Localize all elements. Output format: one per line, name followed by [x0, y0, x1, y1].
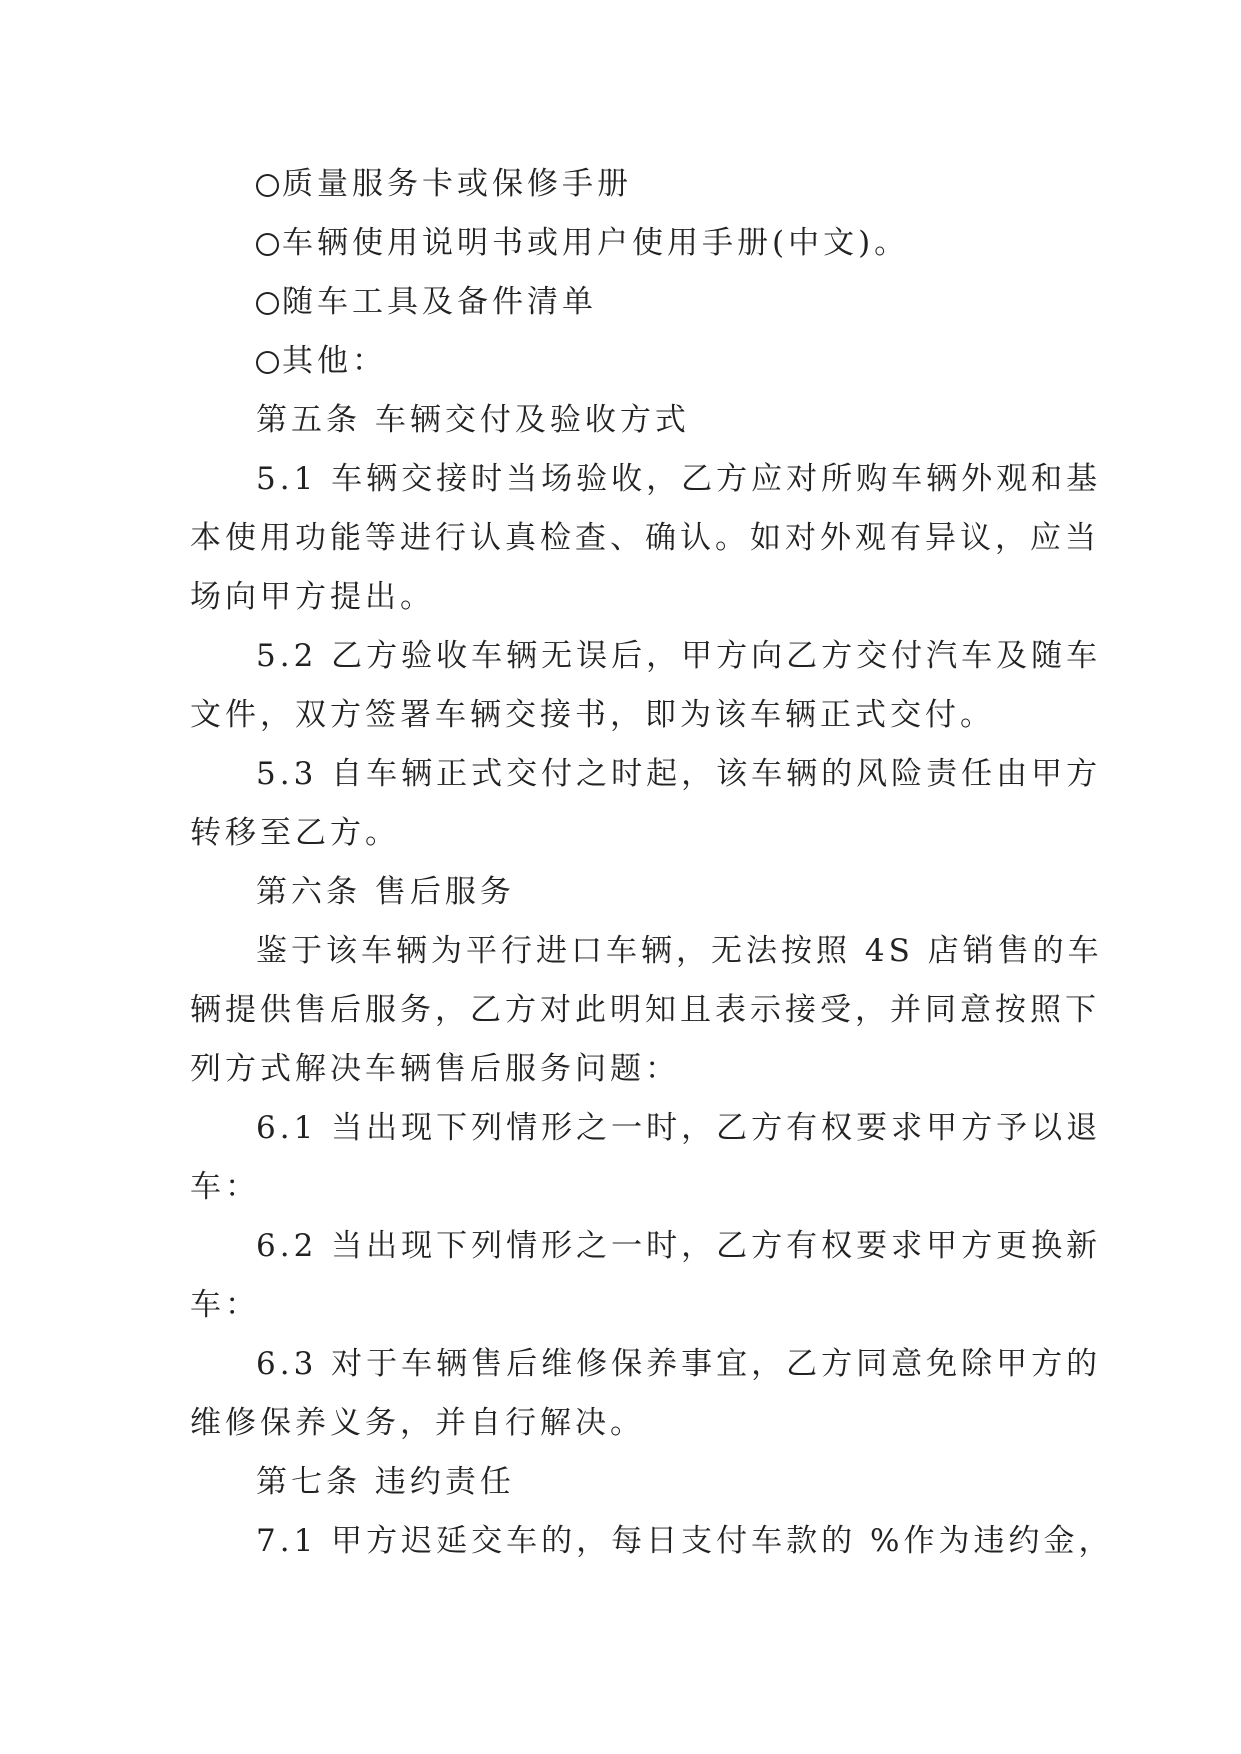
- paragraph-line: 5.2 乙方验收车辆无误后，甲方向乙方交付汽车及随车: [256, 638, 1102, 674]
- paragraph-line: 鉴于该车辆为平行进口车辆，无法按照 4S 店销售的车: [256, 933, 1103, 969]
- paragraph-line: 转移至乙方。: [190, 815, 400, 851]
- paragraph-line: 6.2 当出现下列情形之一时，乙方有权要求甲方更换新: [256, 1228, 1102, 1264]
- paragraph-line: 5.3 自车辆正式交付之时起，该车辆的风险责任由甲方: [256, 756, 1102, 792]
- article-heading: 第七条 违约责任: [256, 1464, 515, 1500]
- checklist-item: [190, 332, 1060, 391]
- checklist-item-label: 质量服务卡或保修手册: [282, 166, 632, 202]
- paragraph-line: 本使用功能等进行认真检查、确认。如对外观有异议，应当: [190, 520, 1100, 556]
- checklist-item-label: 随车工具及备件清单: [282, 284, 597, 320]
- paragraph-line: 列方式解决车辆售后服务问题：: [190, 1051, 680, 1087]
- paragraph-line: 文件，双方签署车辆交接书，即为该车辆正式交付。: [190, 697, 995, 733]
- document-body: [190, 155, 1114, 1571]
- paragraph-line: 车：: [190, 1169, 260, 1205]
- article-heading: 第五条 车辆交付及验收方式: [256, 402, 690, 438]
- paragraph-line: 7.1 甲方迟延交车的，每日支付车款的 %作为违约金，: [256, 1523, 1114, 1559]
- paragraph-line: 车：: [190, 1287, 260, 1323]
- checkbox-circle-icon[interactable]: [256, 351, 279, 374]
- paragraph-line: 维修保养义务，并自行解决。: [190, 1405, 645, 1441]
- paragraph-line: 5.1 车辆交接时当场验收，乙方应对所购车辆外观和基: [256, 461, 1102, 497]
- checklist-item-label: 车辆使用说明书或用户使用手册(中文)。: [282, 225, 910, 261]
- paragraph-line: 场向甲方提出。: [190, 579, 435, 615]
- checkbox-circle-icon[interactable]: [256, 174, 279, 197]
- checklist-item: [190, 214, 1060, 273]
- paragraph-line: 辆提供售后服务，乙方对此明知且表示接受，并同意按照下: [190, 992, 1100, 1028]
- checkbox-circle-icon[interactable]: [256, 292, 279, 315]
- checklist-item: [190, 273, 1060, 332]
- article-heading: 第六条 售后服务: [256, 874, 515, 910]
- paragraph-line: 6.3 对于车辆售后维修保养事宜，乙方同意免除甲方的: [256, 1346, 1102, 1382]
- paragraph-line: 6.1 当出现下列情形之一时，乙方有权要求甲方予以退: [256, 1110, 1102, 1146]
- checklist-item-label: 其他：: [282, 343, 387, 379]
- checklist-item: [190, 155, 1060, 214]
- checkbox-circle-icon[interactable]: [256, 233, 279, 256]
